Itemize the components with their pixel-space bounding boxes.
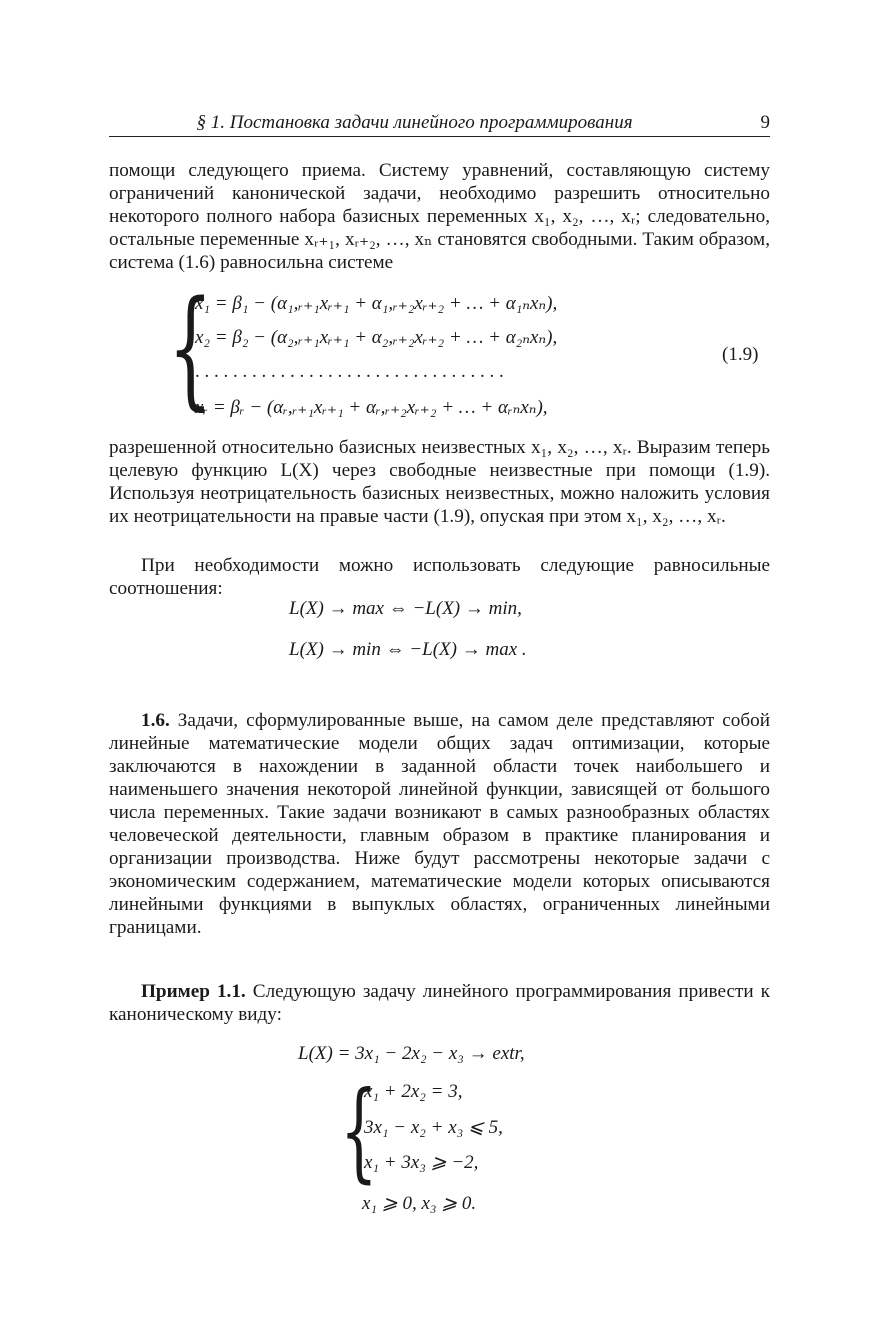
paragraph-1-text: помощи следующего приема. Систему уравнений, составляющую систему ограничений канонической задачи, необходимо разрешить относительно некоторого полного набора базисных переменных x₁, x₂, …, xᵣ; следовательно, остальные переменные xᵣ₊₁, xᵣ₊₂, …, xₙ становятся свободными. Таким образом, система (1.6) равносильна системе: [109, 160, 770, 273]
constraint-3: x₁ + 3x₃ ⩾ −2,: [364, 1152, 479, 1173]
example-label: Пример 1.1.: [141, 981, 246, 1002]
section-1-6: [109, 709, 770, 939]
paragraph-2-text: разрешенной относительно базисных неизвестных x₁, x₂, …, xᵣ. Выразим теперь целевую функцию L(X) через свободные неизвестные при помощи (1.9). Используя неотрицательность базисных неизвестных, можно наложить условия их неотрицательности на правые части (1.9), опуская при этом x₁, x₂, …, xᵣ.: [109, 437, 770, 527]
equivalence-1: L(X) → max ⇔ −L(X) → min,: [289, 598, 522, 619]
section-number: 1.6.: [141, 710, 170, 731]
header-title: § 1. Постановка задачи линейного программирования: [196, 112, 633, 133]
paragraph-3-text: При необходимости можно использовать следующие равносильные соотношения:: [109, 555, 770, 599]
left-brace: {: [168, 274, 213, 423]
equation-label: (1.9): [722, 344, 759, 365]
nonnegativity: x₁ ⩾ 0, x₃ ⩾ 0.: [362, 1193, 477, 1214]
equivalence-2: L(X) → min ⇔ −L(X) → max .: [289, 639, 527, 660]
system-row-2: x₂ = β₂ − (α₂,ᵣ₊₁xᵣ₊₁ + α₂,ᵣ₊₂xᵣ₊₂ + … + α₂ₙxₙ),: [195, 327, 558, 348]
constraints-brace: {: [340, 1069, 378, 1194]
example-text: Следующую задачу линейного программирования привести к каноническому виду:: [109, 981, 770, 1025]
objective-function: L(X) = 3x₁ − 2x₂ − x₃ → extr,: [298, 1043, 525, 1064]
constraint-2: 3x₁ − x₂ + x₃ ⩽ 5,: [364, 1117, 503, 1138]
example-1-1: [109, 980, 770, 1026]
paragraph-2: [109, 436, 770, 528]
paragraph-1: [109, 159, 770, 274]
running-header: [109, 112, 770, 137]
system-row-r: xᵣ = βᵣ − (αᵣ,ᵣ₊₁xᵣ₊₁ + αᵣ,ᵣ₊₂xᵣ₊₂ + … + αᵣₙxₙ),: [195, 397, 548, 418]
system-row-dots: . . . . . . . . . . . . . . . . . . . . . . . . . . . . . . . . .: [195, 361, 504, 382]
constraint-1: x₁ + 2x₂ = 3,: [364, 1081, 463, 1102]
page-number: 9: [760, 112, 770, 133]
system-row-1: x₁ = β₁ − (α₁,ᵣ₊₁xᵣ₊₁ + α₁,ᵣ₊₂xᵣ₊₂ + … + α₁ₙxₙ),: [195, 293, 558, 314]
section-text: Задачи, сформулированные выше, на самом деле представляют собой линейные математические модели общих задач оптимизации, которые заключаются в нахождении в заданной области точек наибольшего и наименьшего значения некоторой линейной функции, зависящей от большого числа переменных. Такие задачи возникают в самых разнообразных областях человеческой деятельности, главным образом в практике планирования и организации производства. Ниже будут рассмотрены некоторые задачи с экономическим содержанием, математические модели которых описываются линейными функциями в выпуклых областях, ограниченных линейными границами.: [109, 710, 771, 938]
paragraph-3: [109, 554, 770, 600]
